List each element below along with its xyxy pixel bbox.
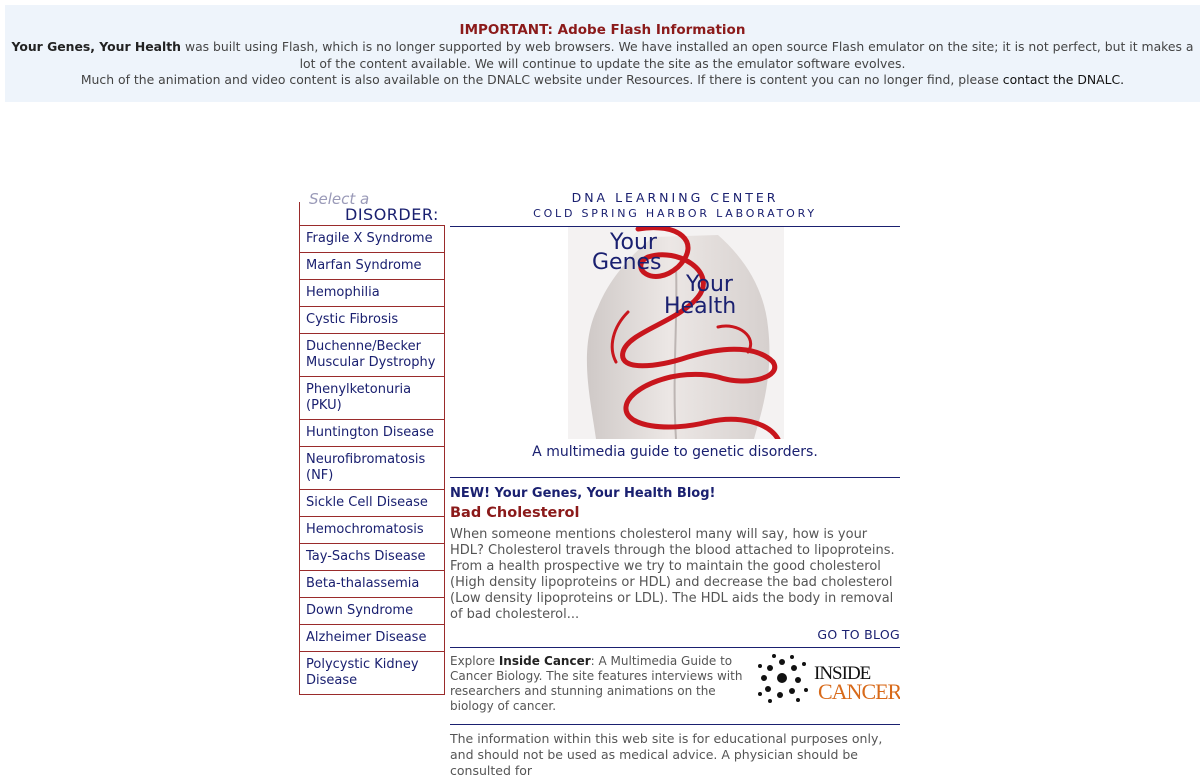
cshl-title: COLD SPRING HARBOR LABORATORY [533, 207, 817, 220]
flash-info-banner [5, 5, 1200, 102]
disorder-label-text: Fragile X Syndrome [306, 231, 433, 246]
disorder-label-text: Polycystic Kidney Disease [306, 657, 419, 688]
disorder-label-text: Neurofibromatosis (NF) [306, 452, 426, 483]
disorder-label-text: Marfan Syndrome [306, 258, 422, 273]
main-content [450, 190, 900, 779]
logo-word-your: Your [610, 230, 657, 255]
hero-image [450, 227, 900, 441]
blog-excerpt: When someone mentions cholesterol many will say, how is your HDL? Cholesterol travels through the blood attached to lipoproteins. From a health prospective we try to maintain the good cholesterol (High density lipoproteins or HDL) and decrease the bad cholesterol (Low density lipoproteins or LDL). The HDL aids the body in removal of bad cholesterol... [450, 527, 895, 622]
banner-line-2 [5, 72, 1200, 89]
banner-title: IMPORTANT: Adobe Flash Information [459, 22, 746, 38]
header-rule [299, 225, 445, 226]
inside-cancer-logo-svg [756, 654, 900, 704]
disorder-sidebar [299, 190, 445, 695]
header-corner-line [299, 202, 300, 226]
disorder-label-text: Down Syndrome [306, 603, 414, 618]
logo-inside: INSIDE [814, 663, 871, 684]
logo-word-your-2: Your [686, 272, 733, 297]
tagline-divider [450, 477, 900, 478]
contact-dnalc-link[interactable]: contact the DNALC. [1002, 72, 1125, 87]
hero-back-ribbon-illustration [568, 227, 784, 439]
disorder-link-cystic-fibrosis[interactable] [300, 307, 444, 334]
promo-divider [450, 724, 900, 725]
select-a-label: Select a [309, 190, 370, 208]
disorder-list [299, 226, 445, 695]
disorder-link-down-syndrome[interactable] [300, 598, 444, 625]
disorder-label-text: Phenylketonuria (PKU) [306, 382, 412, 413]
disorder-link-polycystic-kidney[interactable] [300, 652, 444, 695]
logo-cancer: CANCER [818, 679, 900, 704]
inside-cancer-logo[interactable] [756, 654, 900, 704]
explore-prefix: Explore [450, 654, 499, 668]
select-disorder-header [299, 190, 445, 226]
disorder-link-sickle-cell[interactable] [300, 490, 444, 517]
inside-cancer-link[interactable]: Inside Cancer [498, 654, 591, 668]
disorder-label-text: Hemophilia [306, 285, 380, 300]
go-to-blog-link[interactable]: GO TO BLOG [817, 627, 900, 642]
disorder-link-hemophilia[interactable] [300, 280, 444, 307]
disorder-label-text: Tay-Sachs Disease [306, 549, 426, 564]
banner-site-name: Your Genes, Your Health [11, 39, 181, 54]
disorder-label-text: Duchenne/Becker Muscular Dystrophy [306, 339, 436, 370]
explore-description: : A Multimedia Guide to Cancer Biology. The site features interviews with researchers and stunning animations on the biology of cancer. [450, 654, 743, 713]
banner-line-2-text: Much of the animation and video content is also available on the DNALC website under Resources. If there is content you can no longer find, please [80, 72, 1003, 87]
disorder-link-tay-sachs[interactable] [300, 544, 444, 571]
logo-word-genes: Genes [592, 250, 662, 275]
dnalc-title: DNA LEARNING CENTER [571, 190, 779, 205]
disorder-link-muscular-dystrophy[interactable] [300, 334, 444, 377]
disorder-link-huntington[interactable] [300, 420, 444, 447]
disorder-label-text: Huntington Disease [306, 425, 435, 440]
disorder-link-marfan[interactable] [300, 253, 444, 280]
blog-post-title[interactable]: Bad Cholesterol [450, 505, 580, 521]
site-tagline: A multimedia guide to genetic disorders. [532, 444, 818, 460]
disorder-link-hemochromatosis[interactable] [300, 517, 444, 544]
disorder-link-alzheimer[interactable] [300, 625, 444, 652]
disorder-link-fragile-x[interactable] [300, 226, 444, 253]
cell-dots-icon [758, 654, 808, 703]
disclaimer-text: The information within this web site is for educational purposes only, and should not be used as medical advice. A physician should be consulted for [450, 731, 883, 778]
disorder-label-text: Cystic Fibrosis [306, 312, 399, 327]
disorder-label: DISORDER: [345, 205, 439, 224]
blog-heading[interactable]: NEW! Your Genes, Your Health Blog! [450, 486, 716, 501]
disorder-label-text: Beta-thalassemia [306, 576, 420, 591]
disorder-label-text: Hemochromatosis [306, 522, 424, 537]
disorder-link-beta-thalassemia[interactable] [300, 571, 444, 598]
dnalc-header [450, 190, 900, 222]
inside-cancer-promo [450, 648, 900, 714]
disorder-link-neurofibromatosis[interactable] [300, 447, 444, 490]
inside-cancer-text [450, 654, 750, 714]
banner-line-1-text: was built using Flash, which is no longer supported by web browsers. We have installed an open source Flash emulator on the site; it is not perfect, but it makes a lot of the content available. We will continue to update the site as the emulator software evolves. [181, 39, 1194, 71]
banner-line-1 [11, 39, 1194, 72]
disorder-link-pku[interactable] [300, 377, 444, 420]
logo-word-health: Health [664, 294, 737, 319]
disorder-label-text: Alzheimer Disease [306, 630, 427, 645]
disorder-label-text: Sickle Cell Disease [306, 495, 428, 510]
